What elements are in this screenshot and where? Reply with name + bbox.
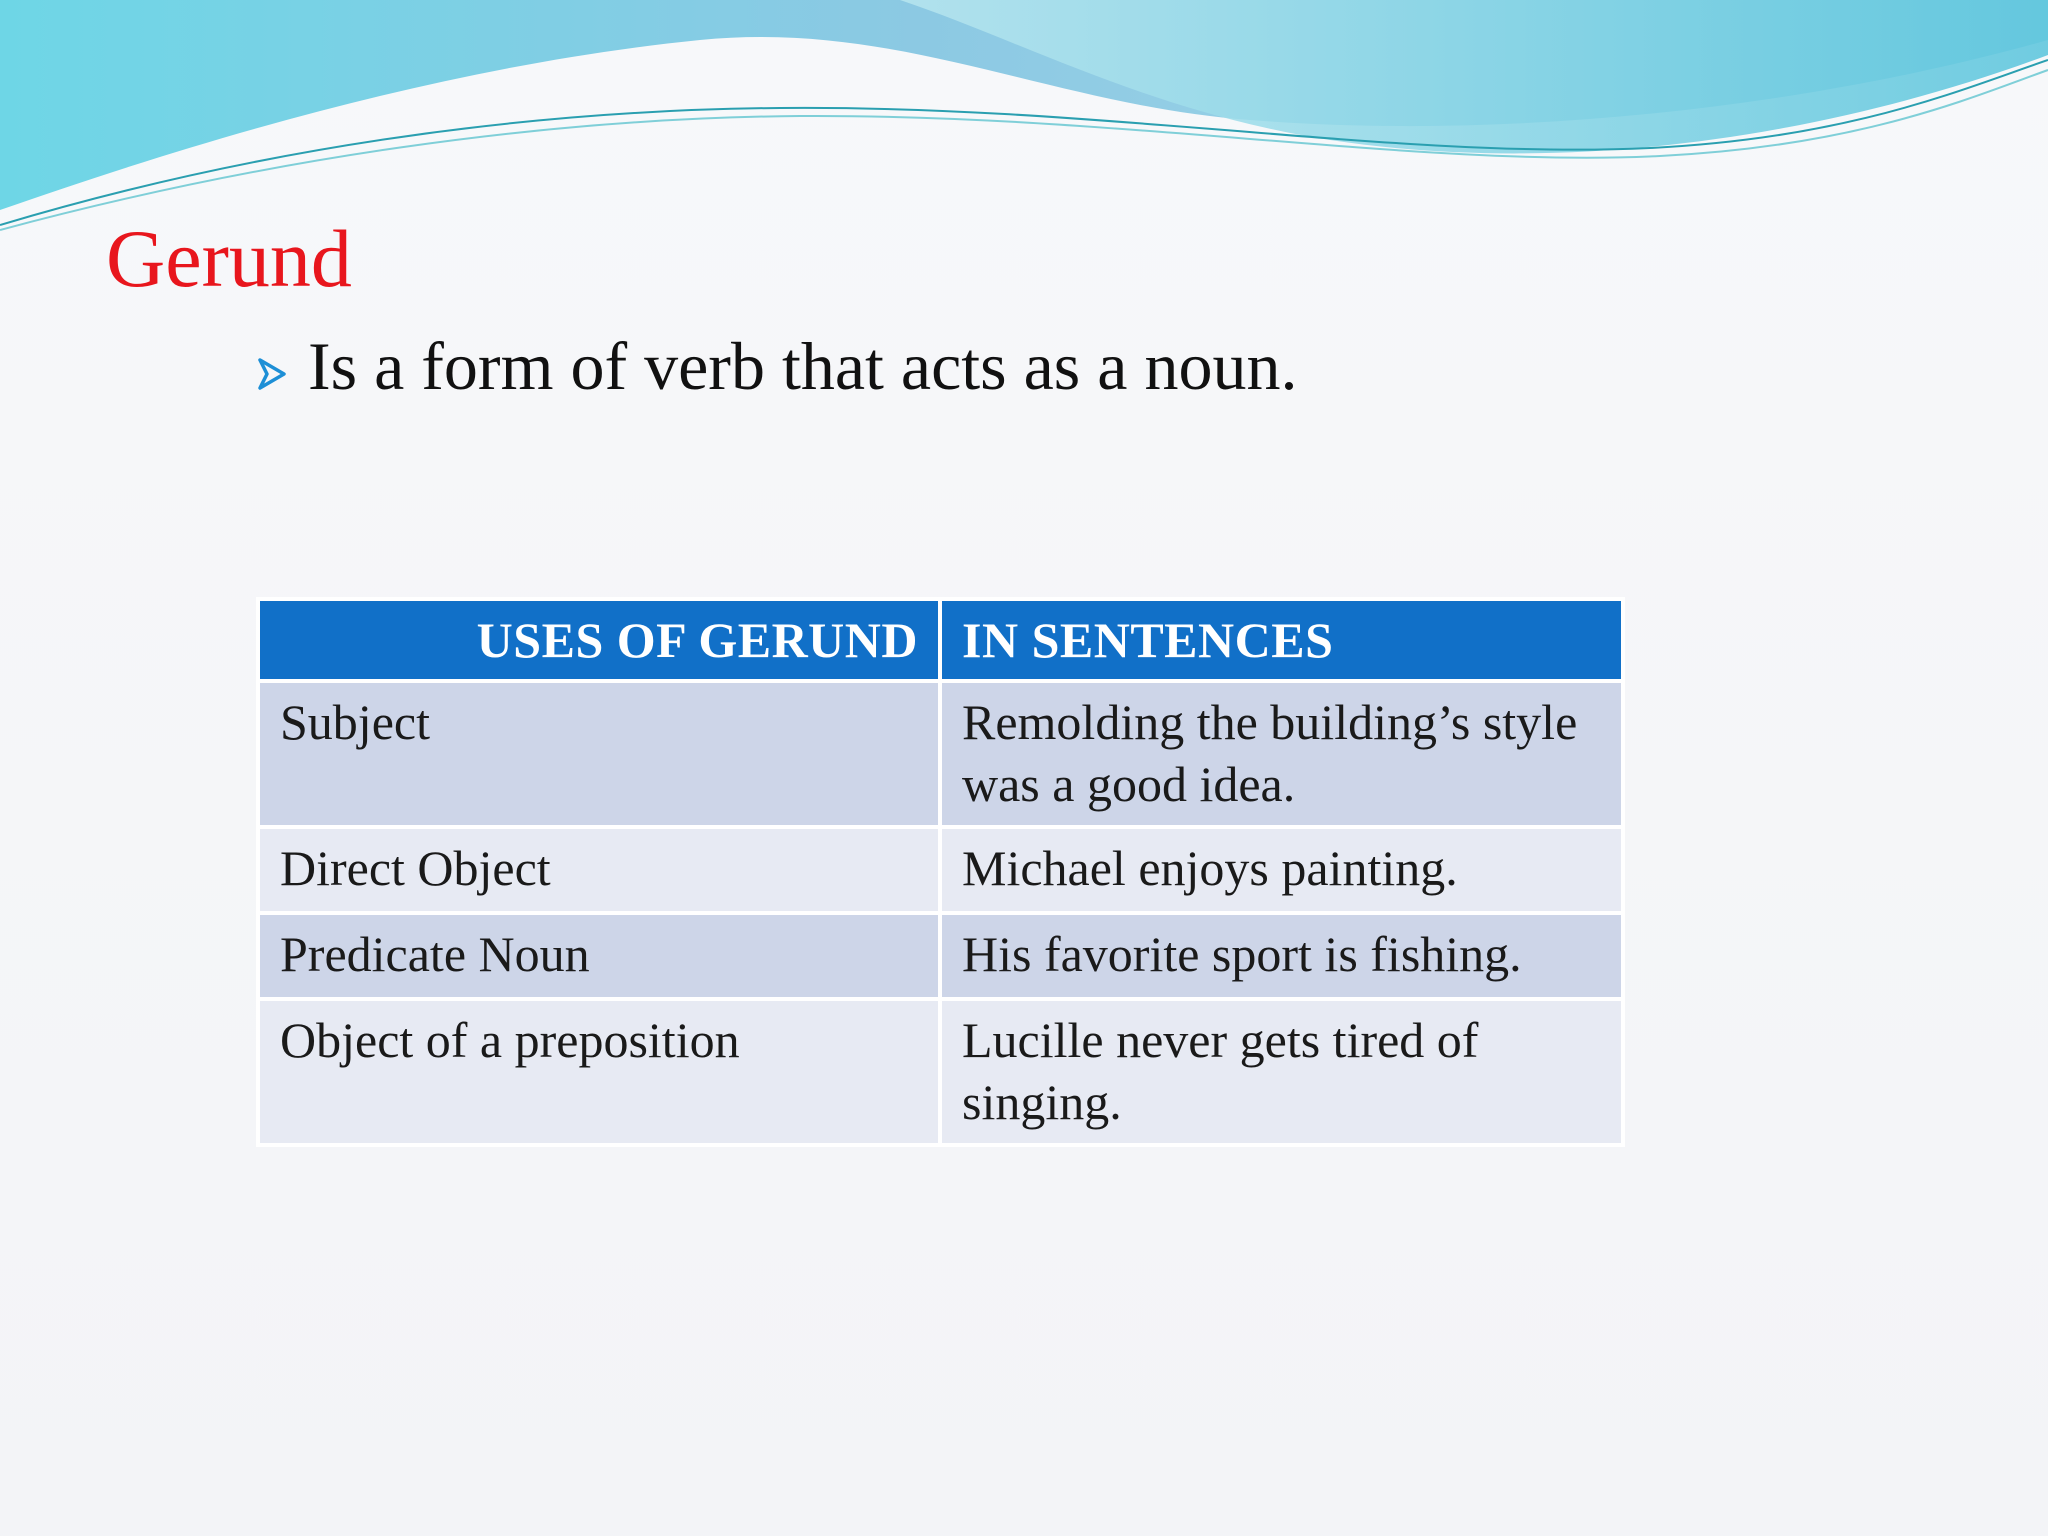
- use-cell: Subject: [258, 681, 940, 827]
- sentence-cell: Remolding the building’s style was a good idea.: [940, 681, 1623, 827]
- sentence-cell: His favorite sport is fishing.: [940, 913, 1623, 999]
- table-header-row: [258, 599, 1623, 681]
- use-cell: Predicate Noun: [258, 913, 940, 999]
- header-wave-decoration: [0, 0, 2048, 240]
- use-cell: Direct Object: [258, 827, 940, 913]
- gerund-uses-table: [256, 597, 1625, 1147]
- arrowhead-bullet-icon: [258, 357, 286, 391]
- table-row: [258, 999, 1623, 1145]
- sentence-cell: Lucille never gets tired of singing.: [940, 999, 1623, 1145]
- sentence-cell: Michael enjoys painting.: [940, 827, 1623, 913]
- table-row: [258, 913, 1623, 999]
- bullet-text: Is a form of verb that acts as a noun.: [308, 328, 1298, 404]
- header-uses-of-gerund: USES OF GERUND: [258, 599, 940, 681]
- use-cell: Object of a preposition: [258, 999, 940, 1145]
- table-row: [258, 681, 1623, 827]
- bullet-point: [258, 326, 1297, 408]
- slide-title: Gerund: [106, 213, 352, 304]
- header-in-sentences: IN SENTENCES: [940, 599, 1623, 681]
- table-row: [258, 827, 1623, 913]
